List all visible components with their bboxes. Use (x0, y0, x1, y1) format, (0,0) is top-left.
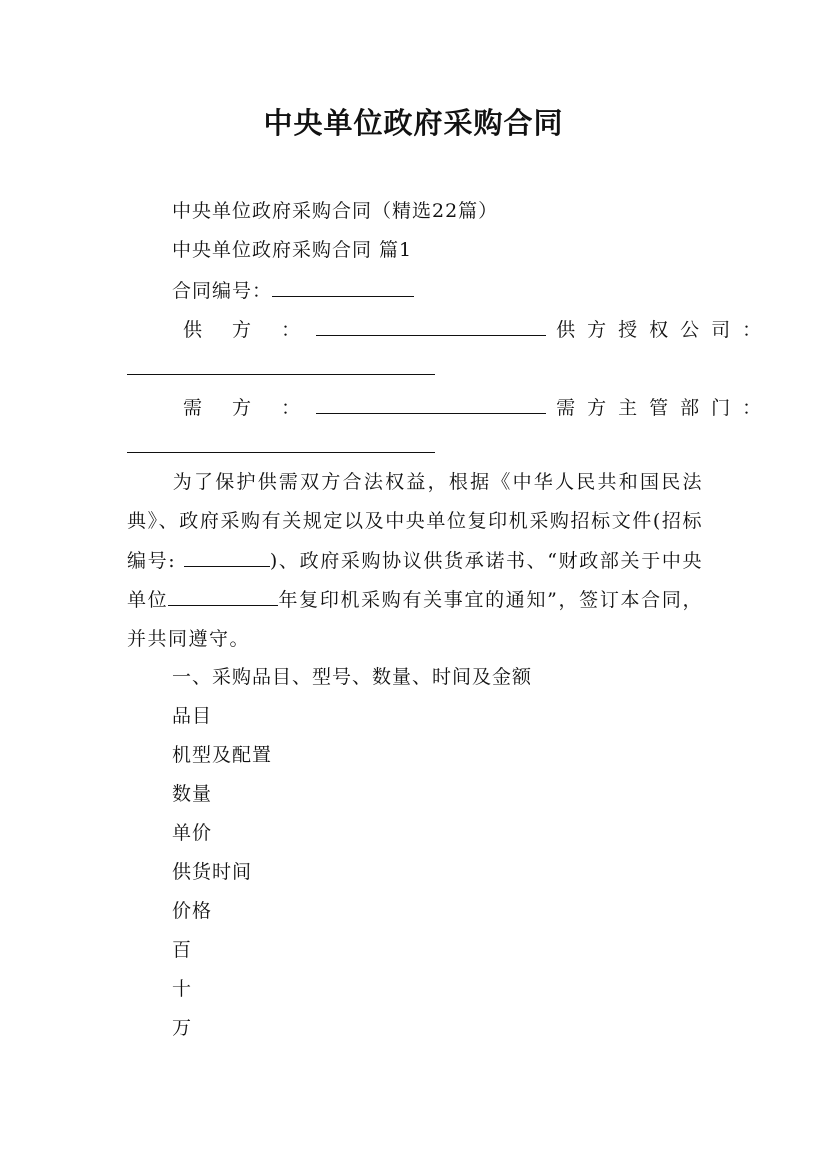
document-title: 中央单位政府采购合同 (263, 106, 564, 140)
contract-number-row (172, 278, 414, 303)
item-line: 价格 (172, 900, 213, 922)
item-line: 万 (172, 1017, 193, 1039)
supplier-auth-label: 供方授权公司： (556, 319, 774, 341)
contract-number-blank (272, 278, 414, 297)
buyer-dept-blank (127, 434, 435, 453)
preamble-paragraph (127, 463, 703, 659)
subtitle: 中央单位政府采购合同（精选22篇） (172, 200, 499, 222)
supplier-blank (316, 317, 546, 336)
item-line: 品目 (172, 705, 213, 727)
contract-number-label: 合同编号： (172, 280, 273, 302)
preamble-part-1: 为了保护供需双方合法权益，根据《中华人民共和国民法典》、政府采购有关规定以及中央单位复印机采购招标文件(招标编号: (127, 471, 703, 572)
item-line: 机型及配置 (172, 744, 273, 766)
buyer-blank (316, 395, 546, 414)
buyer-dept-blank-row (127, 434, 435, 459)
supplier-auth-blank-row (127, 356, 435, 381)
item-line: 供货时间 (172, 861, 253, 883)
buyer-row (183, 395, 773, 420)
tender-number-blank (184, 548, 270, 567)
buyer-label: 需 方 ： (183, 397, 313, 419)
chapter-heading: 中央单位政府采购合同 篇1 (172, 239, 413, 261)
supplier-row (183, 317, 773, 342)
preamble-part-3: 年复印机采购有关事宜的通知”，签订本合同，并共同遵守。 (127, 588, 703, 651)
supplier-label: 供 方 ： (183, 319, 313, 341)
item-line: 单价 (172, 822, 213, 844)
item-line: 百 (172, 939, 193, 961)
section-1-heading: 一、采购品目、型号、数量、时间及金额 (172, 666, 533, 688)
buyer-dept-label: 需方主管部门： (556, 397, 774, 419)
supplier-auth-blank (127, 356, 435, 375)
preamble-part-2: )、政府采购协议供货承诺书、“财政部关于中央单位 (127, 549, 703, 611)
year-blank (168, 587, 278, 606)
item-line: 数量 (172, 783, 213, 805)
item-line: 十 (172, 978, 193, 1000)
